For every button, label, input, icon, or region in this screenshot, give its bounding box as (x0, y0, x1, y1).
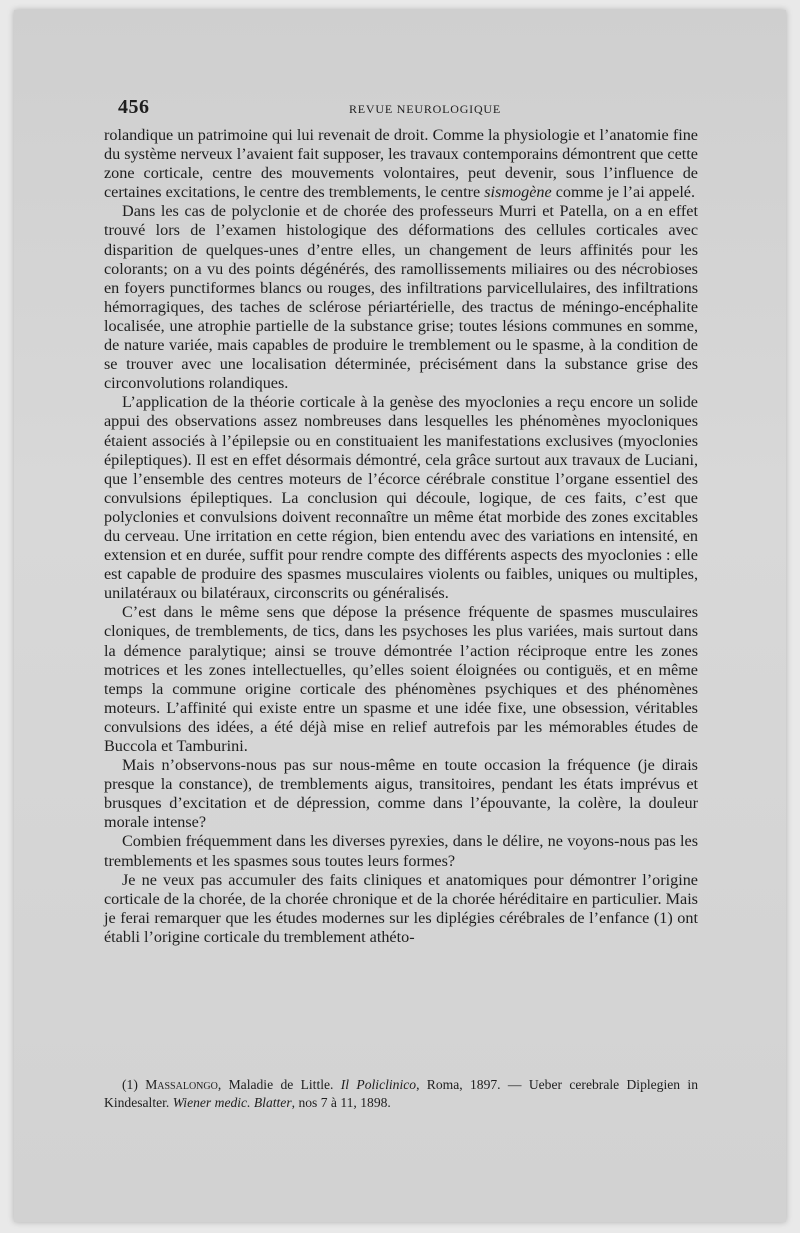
footnote (104, 1076, 698, 1112)
paragraph-1-text: rolandique un patrimoine qui lui revenait de droit. Comme la physiologie et l’anatomie fine du système nerveux l’avaient fait supposer, les travaux contemporains démontrent que cette zone corticale, centre des mouvements volontaires, peut devenir, sous l’influence de certaines excitations, le centre des tremblements, le centre (104, 126, 698, 202)
paragraph-7: Je ne veux pas accumuler des faits cliniques et anatomiques pour démontrer l’origine corticale de la chorée, de la chorée chronique et de la chorée héréditaire en particulier. Mais je ferai remarquer que les études modernes sur les diplégies cérébrales de l’enfance (1) ont établi l’origine corticale du tremblement athéto- (104, 870, 698, 946)
footnote-author: Massalongo (145, 1077, 218, 1092)
paragraph-1 (104, 126, 698, 202)
footnote-journal-2: Wiener medic. Blatter (172, 1095, 292, 1110)
paragraph-3: L’application de la théorie corticale à la genèse des myoclonies a reçu encore un solide appui des observations assez nombreuses dans lesquelles les phénomènes myocloniques étaient associés à l’épilepsie ou en constituaient les manifestations exclusives (myoclonies épileptiques). Il est en effet désormais démontré, cela grâce surtout aux travaux de Luciani, que l’ensemble des centres moteurs de l’écorce cérébrale constitue l’organe essentiel des convulsions épileptiques. La conclusion qui découle, logique, de ces faits, c’est que polyclonies et convulsions doivent reconnaître un même état morbide des zones excitables du cerveau. Une irritation en cette région, bien entendu avec des variations en intensité, en extension et en durée, suffit pour rendre compte des différents aspects des myoclonies : elle est capable de produire des spasmes musculaires violents ou faibles, uniques ou multiples, unilatéraux ou bilatéraux, circonscrits ou généralisés. (104, 393, 698, 603)
body-text (104, 126, 698, 947)
footnote-text-2: , Roma, 1897. — Ueber cerebrale Diplegien in Kindesalter. (104, 1077, 698, 1110)
running-title: REVUE NEUROLOGIQUE (348, 102, 502, 116)
paragraph-1-text-end: comme je l’ai appelé. (551, 183, 696, 202)
footnote-text-1: , Maladie de Little. (217, 1077, 341, 1092)
emphasis-sismogene: sismogène (484, 183, 552, 202)
paragraph-4: C’est dans le même sens que dépose la présence fréquente de spasmes musculaires cloniques, de tremblements, de tics, dans les psychoses les plus variées, mais surtout dans la démence paralytique; ainsi se trouve démontrée l’action réciproque entre les zones motrices et les zones intellectuelles, qu’elles soient éloignées ou contiguës, et en même temps la commune origine corticale des phénomènes psychiques et des phénomènes moteurs. L’affinité qui existe entre un spasme et une idée fixe, une obsession, véritables convulsions des idées, a été déjà mise en relief autrefois par les mémorables études de Buccola et Tamburini. (104, 603, 698, 755)
page-header (118, 96, 712, 120)
paragraph-6: Combien fréquemment dans les diverses pyrexies, dans le délire, ne voyons-nous pas les tremblements et les spasmes sous toutes leurs formes? (104, 832, 698, 870)
paragraph-5: Mais n’observons-nous pas sur nous-même en toute occasion la fréquence (je dirais presque la constance), de tremblements aigus, transitoires, pendant les états imprévus et brusques d’excitation et de dépression, comme dans l’épouvante, la colère, la douleur morale intense? (104, 756, 698, 832)
paragraph-2: Dans les cas de polyclonie et de chorée des professeurs Murri et Patella, on a en effet trouvé lors de l’examen histologique des déformations des cellules corticales avec disparition de quelques-unes d’entre elles, un changement de leurs affinités pour les colorants; on a vu des points dégénérés, des ramollissements miliaires ou des nécrobioses en foyers punctiformes blancs ou rouges, des infiltrations parvicellulaires, des infiltrations hémorragiques, des taches de sclérose périartérielle, des tractus de méningo-encéphalite localisée, une atrophie partielle de la substance grise; toutes lésions communes en somme, de nature variée, mais capables de produire le tremblement ou le spasme, à la condition de se trouver avec une localisation déterminée, précisément dans la substance grise des circonvolutions rolandiques. (104, 202, 698, 393)
page-number: 456 (118, 96, 150, 118)
footnote-journal-1: Il Policlinico (340, 1077, 417, 1092)
footnote-marker: (1) (122, 1077, 146, 1092)
footnote-text-3: , nos 7 à 11, 1898. (291, 1095, 391, 1110)
